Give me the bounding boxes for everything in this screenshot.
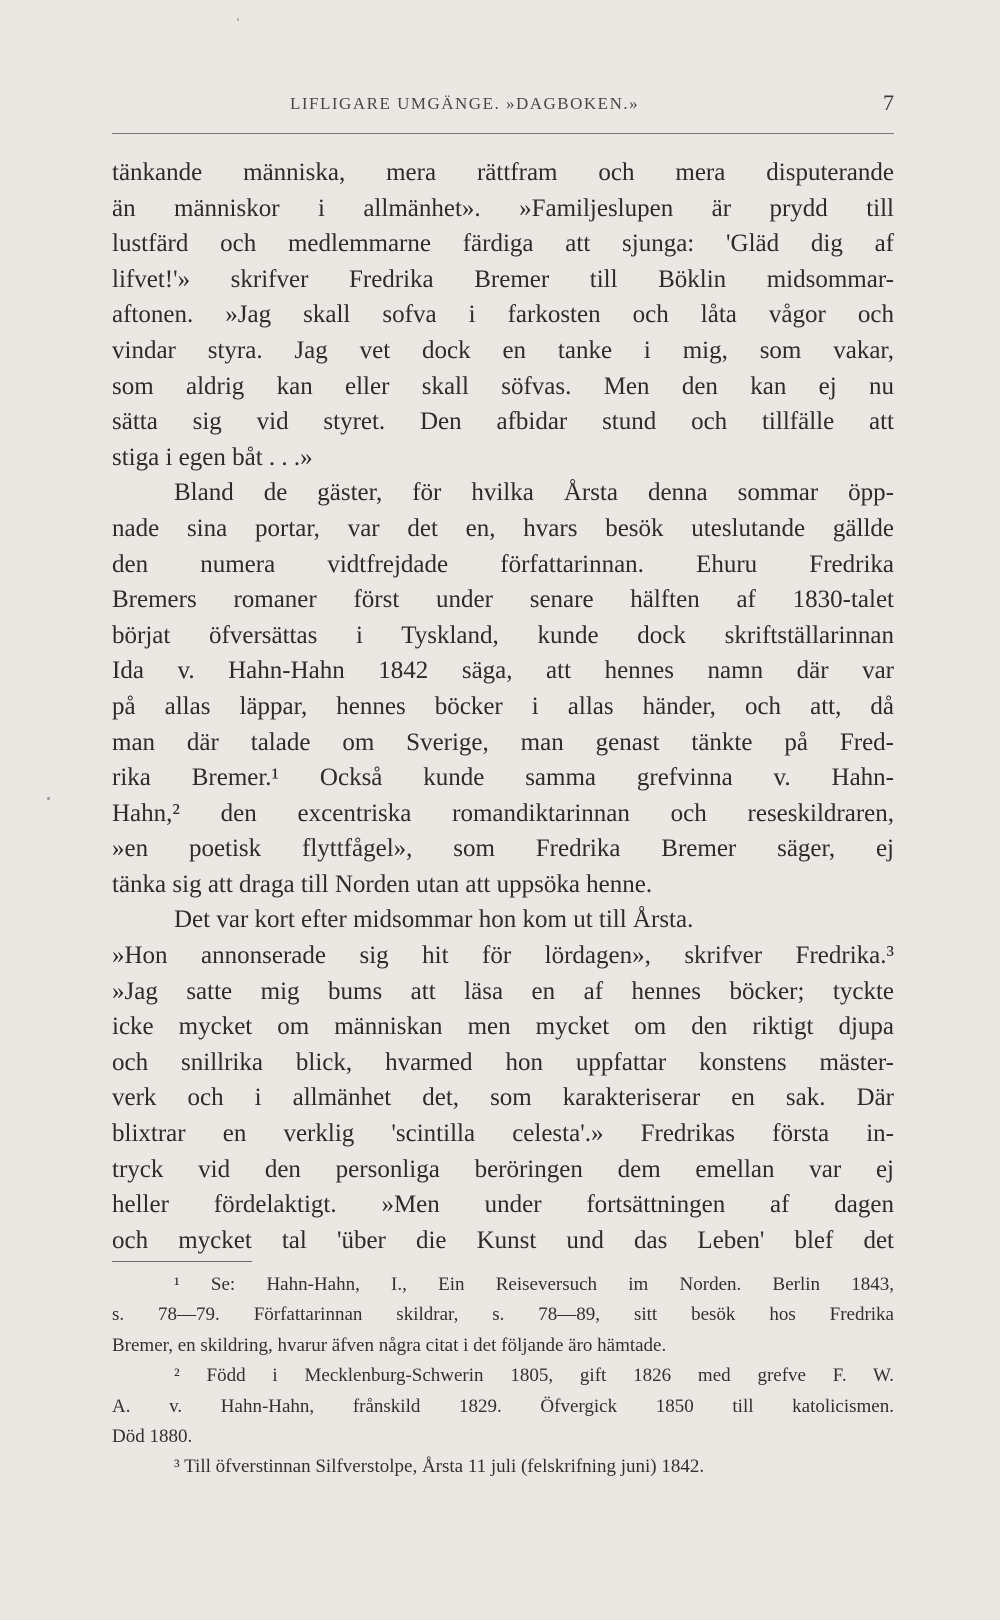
text-line: Hahn,² den excentriska romandiktarinnan och reseskildraren,	[112, 799, 894, 827]
text-line: icke mycket om människan men mycket om den riktigt djupa	[112, 1013, 894, 1041]
text-line: »Jag satte mig bums att läsa en af hennes böcker; tyckte	[112, 977, 894, 1005]
footnotes	[112, 1270, 894, 1483]
print-speck	[237, 18, 239, 21]
text-line: och snillrika blick, hvarmed hon uppfattar konstens mäster-	[112, 1048, 894, 1076]
footnote-rule	[112, 1261, 252, 1262]
text-line: lifvet!'» skrifver Fredrika Bremer till Böklin midsommar-	[112, 265, 894, 293]
text-line: heller fördelaktigt. »Men under fortsättningen af dagen	[112, 1191, 894, 1219]
text-line: lustfärd och medlemmarne färdiga att sjunga: 'Gläd dig af	[112, 230, 894, 258]
text-line: »en poetisk flyttfågel», som Fredrika Bremer säger, ej	[112, 835, 894, 863]
footnote-line: ³ Till öfverstinnan Silfverstolpe, Årsta 11 juli (felskrifning juni) 1842.	[174, 1456, 705, 1478]
running-head: LIFLIGARE UMGÄNGE. »DAGBOKEN.»	[290, 94, 640, 113]
text-line: än människor i allmänhet». »Familjeslupen är prydd till	[112, 194, 894, 222]
text-line: nade sina portar, var det en, hvars besök uteslutande gällde	[112, 514, 894, 542]
text-line: blixtrar en verklig 'scintilla celesta'.» Fredrikas första in-	[112, 1120, 894, 1148]
text-line: sätta sig vid styret. Den afbidar stund och tillfälle att	[112, 408, 894, 436]
text-line: börjat öfversättas i Tyskland, kunde dock skriftställarinnan	[112, 621, 894, 649]
footnote-line: s. 78—79. Författarinnan skildrar, s. 78—89, sitt besök hos Fredrika	[112, 1304, 894, 1326]
text-line: »Hon annonserade sig hit för lördagen», skrifver Fredrika.³	[112, 942, 894, 970]
footnote-line: ¹ Se: Hahn-Hahn, I., Ein Reiseversuch im Norden. Berlin 1843,	[174, 1274, 894, 1295]
text-line: Det var kort efter midsommar hon kom ut till Årsta.	[174, 906, 694, 934]
text-line: stiga i egen båt . . .»	[112, 443, 313, 471]
page-header	[112, 88, 894, 128]
print-speck	[47, 797, 50, 800]
footnote-line: Bremer, en skildring, hvarur äfven några citat i det följande äro hämtade.	[112, 1334, 667, 1356]
text-line: aftonen. »Jag skall sofva i farkosten och låta vågor och	[112, 301, 894, 329]
text-line: tänkande människa, mera rättfram och mera disputerande	[112, 159, 894, 186]
text-line: tryck vid den personliga beröringen dem emellan var ej	[112, 1155, 894, 1183]
header-rule	[112, 133, 894, 134]
page-number: 7	[883, 90, 894, 115]
footnote-line: ² Född i Mecklenburg-Schwerin 1805, gift 1826 med grefve F. W.	[174, 1365, 894, 1387]
text-line: den numera vidtfrejdade författarinnan. Ehuru Fredrika	[112, 550, 894, 578]
text-line: verk och i allmänhet det, som karakteriserar en sak. Där	[112, 1084, 894, 1112]
footnote-line: A. v. Hahn-Hahn, frånskild 1829. Öfvergick 1850 till katolicismen.	[112, 1395, 894, 1417]
text-line: tänka sig att draga till Norden utan att uppsöka henne.	[112, 870, 653, 898]
text-line: man där talade om Sverige, man genast tänkte på Fred-	[112, 728, 894, 756]
text-line: vindar styra. Jag vet dock en tanke i mig, som vakar,	[112, 336, 894, 364]
text-line: Bland de gäster, för hvilka Årsta denna sommar öpp-	[174, 479, 894, 507]
body-text	[112, 155, 894, 1258]
footnote-line: Död 1880.	[112, 1425, 193, 1447]
text-line: Ida v. Hahn-Hahn 1842 säga, att hennes namn där var	[112, 657, 894, 685]
text-line: Bremers romaner först under senare hälften af 1830-talet	[112, 586, 894, 614]
text-line: på allas läppar, hennes böcker i allas händer, och att, då	[112, 692, 894, 720]
text-line: och mycket tal 'über die Kunst und das Leben' blef det	[112, 1226, 894, 1254]
text-line: som aldrig kan eller skall söfvas. Men den kan ej nu	[112, 372, 894, 400]
text-line: rika Bremer.¹ Också kunde samma grefvinna v. Hahn-	[112, 764, 894, 792]
